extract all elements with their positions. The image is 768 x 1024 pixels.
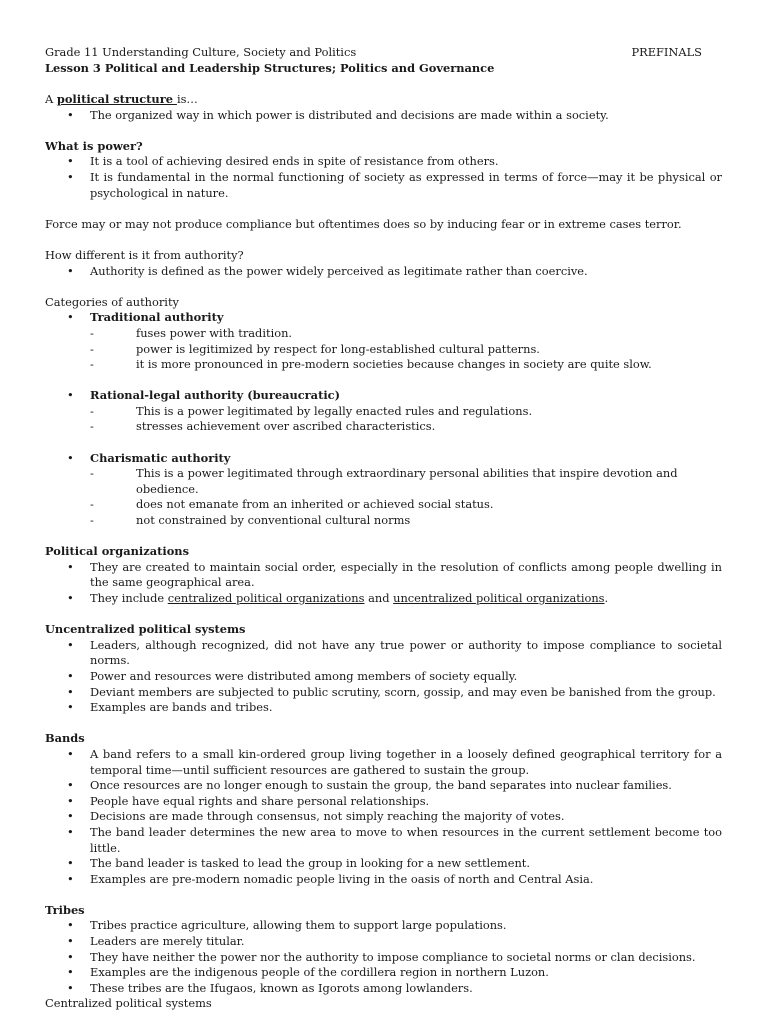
authority-question: How different is it from authority? — [45, 247, 244, 262]
list-item: - not constrained by conventional cultural norms — [45, 513, 722, 529]
rational-authority-title: • Rational-legal authority (bureaucratic) — [45, 388, 722, 404]
header-row — [45, 45, 702, 61]
bands-list — [45, 747, 722, 887]
term-label: PREFINALS — [631, 45, 702, 59]
power-heading: What is power? — [45, 138, 143, 153]
lesson-title: Lesson 3 Political and Leadership Structures; Politics and Governance — [45, 60, 495, 75]
list-item: - This is a power legitimated through extraordinary personal abilities that inspire devotion and obedience. — [45, 466, 722, 497]
force-note: Force may or may not produce compliance but oftentimes does so by inducing fear or in extreme cases terror. — [45, 216, 682, 231]
list-item: • Authority is defined as the power widely perceived as legitimate rather than coercive. — [45, 264, 722, 280]
power-list — [45, 154, 722, 201]
tribes-heading: Tribes — [45, 902, 85, 917]
list-item: - fuses power with tradition. — [45, 326, 722, 342]
bands-heading: Bands — [45, 731, 85, 746]
list-item: - does not emanate from an inherited or achieved social status. — [45, 497, 722, 513]
document-header — [45, 45, 702, 76]
list-item: • It is a tool of achieving desired ends in spite of resistance from others. — [45, 154, 722, 170]
list-item: - stresses achievement over ascribed characteristics. — [45, 419, 722, 435]
list-item: • Deviant members are subjected to public scrutiny, scorn, gossip, and may even be banished from the group. — [45, 685, 722, 701]
centralized-heading: Centralized political systems — [45, 996, 212, 1011]
list-item: • Examples are the indigenous people of the cordillera region in northern Luzon. — [45, 965, 722, 981]
list-item: • They have neither the power nor the authority to impose compliance to societal norms or clan decisions. — [45, 950, 722, 966]
list-item: • The band leader determines the new area to move to when resources in the current settlement become too little. — [45, 825, 722, 856]
list-item: - This is a power legitimated by legally enacted rules and regulations. — [45, 404, 722, 420]
list-item: • Examples are pre-modern nomadic people living in the oasis of north and Central Asia. — [45, 872, 722, 888]
list-item — [45, 591, 722, 607]
charismatic-authority-title: • Charismatic authority — [45, 451, 722, 467]
political-structure-term: political structure — [56, 92, 177, 106]
uncentralized-heading: Uncentralized political systems — [45, 622, 246, 637]
uncentralized-term: uncentralized political organizations — [393, 591, 605, 605]
political-structure-list — [45, 108, 722, 124]
list-item: • Leaders are merely titular. — [45, 934, 722, 950]
text-span: . — [604, 591, 609, 605]
organizations-list — [45, 560, 722, 607]
list-item: • It is fundamental in the normal functioning of society as expressed in terms of force—may it be physical or psychological in nature. — [45, 170, 722, 201]
traditional-authority-title: • Traditional authority — [45, 310, 722, 326]
list-item: • They are created to maintain social order, especially in the resolution of conflicts among people dwelling in the same geographical area. — [45, 560, 722, 591]
charismatic-authority-list — [45, 451, 722, 529]
list-item: • Leaders, although recognized, did not have any true power or authority to impose compliance to societal norms. — [45, 638, 722, 669]
list-item: • Decisions are made through consensus, not simply reaching the majority of votes. — [45, 809, 722, 825]
centralized-term: centralized political organizations — [167, 591, 365, 605]
list-item: • The organized way in which power is distributed and decisions are made within a society. — [45, 108, 722, 124]
political-structure-intro — [45, 92, 722, 108]
authority-list — [45, 264, 722, 280]
text-span: They include — [90, 591, 168, 605]
rational-authority-list — [45, 388, 722, 435]
organizations-heading: Political organizations — [45, 544, 189, 559]
intro-prefix: A — [45, 92, 57, 106]
document-body — [45, 92, 722, 1012]
text-span: and — [364, 591, 394, 605]
list-item: • Once resources are no longer enough to sustain the group, the band separates into nuclear families. — [45, 778, 722, 794]
list-item: • People have equal rights and share personal relationships. — [45, 794, 722, 810]
list-item: - power is legitimized by respect for long-established cultural patterns. — [45, 342, 722, 358]
list-item: • Examples are bands and tribes. — [45, 700, 722, 716]
course-title: Grade 11 Understanding Culture, Society and Politics — [45, 45, 357, 59]
tribes-list — [45, 918, 722, 996]
list-item: • These tribes are the Ifugaos, known as Igorots among lowlanders. — [45, 981, 722, 997]
list-item: • A band refers to a small kin-ordered group living together in a loosely defined geographical territory for a temporal time—until sufficient resources are gathered to sustain the group. — [45, 747, 722, 778]
traditional-authority-list — [45, 310, 722, 372]
uncentralized-list — [45, 638, 722, 716]
categories-heading: Categories of authority — [45, 294, 179, 309]
list-item: • Power and resources were distributed among members of society equally. — [45, 669, 722, 685]
list-item: - it is more pronounced in pre-modern societies because changes in society are quite slow. — [45, 357, 722, 373]
list-item: • The band leader is tasked to lead the group in looking for a new settlement. — [45, 856, 722, 872]
intro-suffix: is… — [176, 92, 198, 106]
list-item: • Tribes practice agriculture, allowing them to support large populations. — [45, 918, 722, 934]
